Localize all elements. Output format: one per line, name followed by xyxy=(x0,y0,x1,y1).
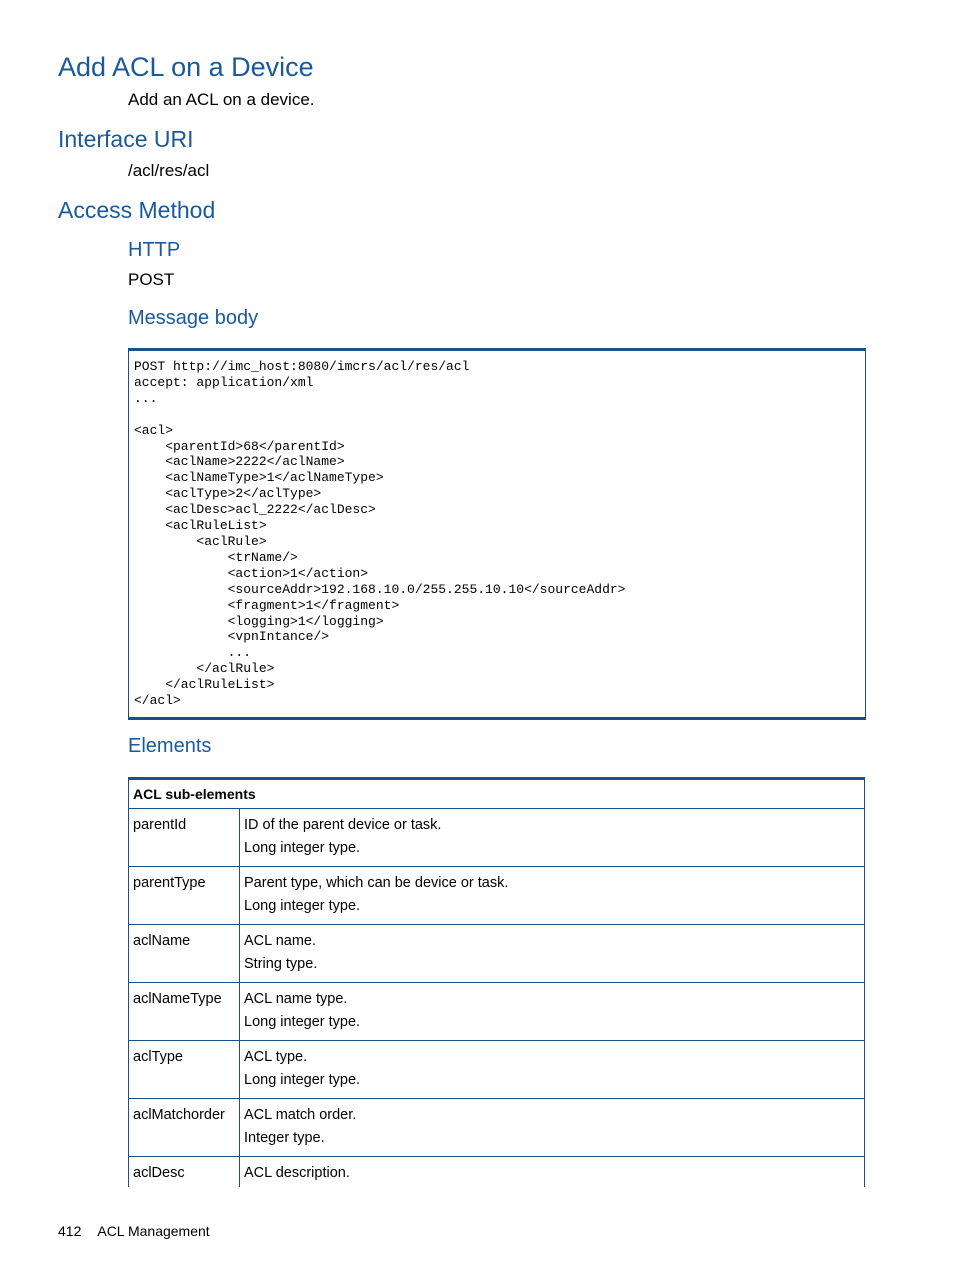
element-description xyxy=(240,867,864,924)
element-name: aclName xyxy=(129,925,240,982)
type-line: String type. xyxy=(244,956,318,972)
element-name: parentId xyxy=(129,809,240,866)
type-line: Long integer type. xyxy=(244,1072,361,1088)
element-name: parentType xyxy=(129,867,240,924)
acl-sub-elements-table xyxy=(128,777,865,1187)
table-row xyxy=(129,867,864,925)
page-title: Add ACL on a Device xyxy=(58,52,314,82)
elements-heading: Elements xyxy=(128,735,212,757)
interface-uri-value: /acl/res/acl xyxy=(128,161,210,180)
element-description xyxy=(240,1099,864,1156)
element-description xyxy=(240,1041,864,1098)
table-row xyxy=(129,1157,864,1187)
description-line: ACL description. xyxy=(244,1165,350,1181)
type-line: Long integer type. xyxy=(244,1014,361,1030)
message-body-heading: Message body xyxy=(128,307,259,329)
table-header: ACL sub-elements xyxy=(129,780,864,809)
http-heading: HTTP xyxy=(128,239,181,261)
description-line: ACL name. xyxy=(244,933,316,949)
table-row xyxy=(129,925,864,983)
http-method-value: POST xyxy=(128,270,175,289)
interface-uri-heading: Interface URI xyxy=(58,126,194,152)
description-line: ACL type. xyxy=(244,1049,308,1065)
type-line: Integer type. xyxy=(244,1130,325,1146)
access-method-heading: Access Method xyxy=(58,197,216,223)
description-line: ACL match order. xyxy=(244,1107,357,1123)
element-description xyxy=(240,925,864,982)
type-line: Long integer type. xyxy=(244,898,361,914)
element-name: aclType xyxy=(129,1041,240,1098)
page-number: 412 xyxy=(58,1223,82,1239)
element-description xyxy=(240,1157,864,1187)
element-name: aclNameType xyxy=(129,983,240,1040)
description-line: ID of the parent device or task. xyxy=(244,817,442,833)
element-name: aclMatchorder xyxy=(129,1099,240,1156)
description-line: Parent type, which can be device or task. xyxy=(244,875,509,891)
intro-text: Add an ACL on a device. xyxy=(128,90,315,109)
element-description xyxy=(240,809,864,866)
type-line: Long integer type. xyxy=(244,840,361,856)
element-name: aclDesc xyxy=(129,1157,240,1187)
section-name: ACL Management xyxy=(97,1223,210,1239)
table-row xyxy=(129,1041,864,1099)
page-footer xyxy=(58,1223,226,1239)
table-row xyxy=(129,983,864,1041)
element-description xyxy=(240,983,864,1040)
message-body-code: POST http://imc_host:8080/imcrs/acl/res/acl accept: application/xml ... <acl> <parentId>68</parentId> <aclName>2222</aclName> <aclNameType>1</aclNameType> <aclType>2</aclType> <aclDesc>acl_2222</aclDesc> <aclRuleList> <aclRule> <trName/> <action>1</action> <sourceAddr>192.168.10.0/255.255.10.10</sourceAddr> <fragment>1</fragment> <logging>1</logging> <vpnIntance/> ... </aclRule> </aclRuleList> </acl> xyxy=(134,359,626,709)
description-line: ACL name type. xyxy=(244,991,348,1007)
message-body-code-block xyxy=(128,348,866,720)
table-row xyxy=(129,1099,864,1157)
table-row xyxy=(129,809,864,867)
